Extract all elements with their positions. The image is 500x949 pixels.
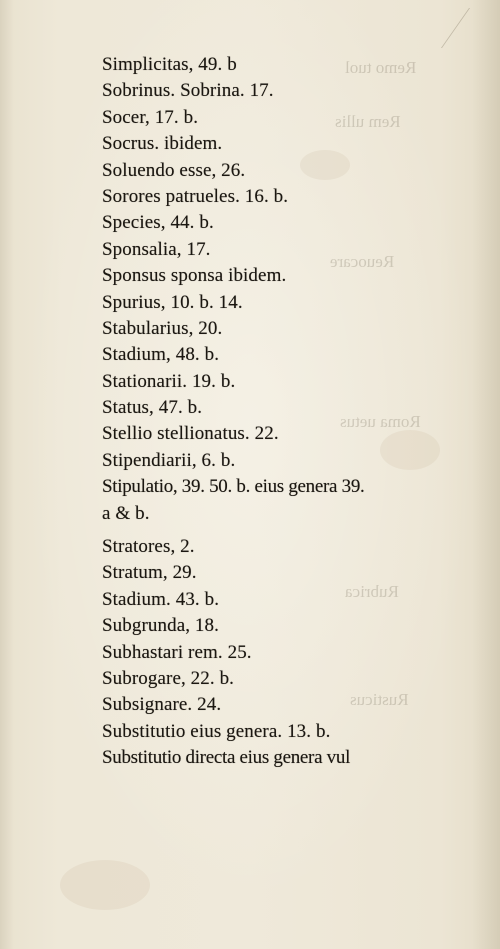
index-entry: Socer, 17. b. bbox=[102, 106, 199, 128]
index-entry: Stabularius, 20. bbox=[102, 317, 223, 339]
bleed-through-text: Remo tuol bbox=[345, 58, 417, 77]
index-entry: Status, 47. b. bbox=[102, 397, 203, 419]
bleed-through-text: Rubrica bbox=[345, 582, 399, 601]
index-entry: Sorores patrueles. 16. b. bbox=[102, 185, 289, 207]
index-entry: Sponsalia, 17. bbox=[102, 238, 211, 260]
index-entry: Stipendiarii, 6. b. bbox=[102, 449, 236, 471]
index-entry-continuation: a & b. bbox=[102, 502, 150, 524]
page-edge-shadow bbox=[472, 0, 500, 949]
index-entry: Stipulatio, 39. 50. b. eius genera 39. bbox=[102, 476, 365, 498]
index-entry: Subsignare. 24. bbox=[102, 694, 222, 716]
bleed-through-text: Reuocare bbox=[330, 252, 395, 271]
index-entry: Stadium, 48. b. bbox=[102, 344, 220, 366]
index-entry-list bbox=[102, 52, 472, 772]
index-entry: Stadium. 43. b. bbox=[102, 588, 220, 610]
index-entry: Subgrunda, 18. bbox=[102, 615, 219, 637]
index-entry: Stationarii. 19. b. bbox=[102, 370, 236, 392]
index-entry: Stellio stellionatus. 22. bbox=[102, 423, 279, 445]
index-entry: Species, 44. b. bbox=[102, 212, 214, 234]
index-entry: Sobrinus. Sobrina. 17. bbox=[102, 80, 274, 102]
index-entry: Soluendo esse, 26. bbox=[102, 159, 246, 181]
paper-stain bbox=[60, 860, 150, 910]
index-entry: Subhastari rem. 25. bbox=[102, 641, 252, 663]
index-entry: Spurius, 10. b. 14. bbox=[102, 291, 243, 313]
page-gutter-shadow bbox=[0, 0, 14, 949]
index-entry: Sponsus sponsa ibidem. bbox=[102, 265, 287, 287]
index-entry: Stratum, 29. bbox=[102, 562, 197, 584]
index-entry: Substitutio eius genera. 13. b. bbox=[102, 720, 331, 742]
index-entry: Simplicitas, 49. b bbox=[102, 54, 237, 75]
index-entry: Substitutio directa eius genera vul bbox=[102, 747, 351, 769]
index-entry: Subrogare, 22. b. bbox=[102, 667, 235, 689]
bleed-through-text: Rusticus bbox=[350, 690, 409, 709]
index-entry: Socrus. ibidem. bbox=[102, 133, 223, 155]
bleed-through-text: Roma uetus bbox=[340, 412, 421, 431]
bleed-through-text: Rem ullis bbox=[335, 112, 401, 131]
index-entry: Stratores, 2. bbox=[102, 536, 195, 558]
